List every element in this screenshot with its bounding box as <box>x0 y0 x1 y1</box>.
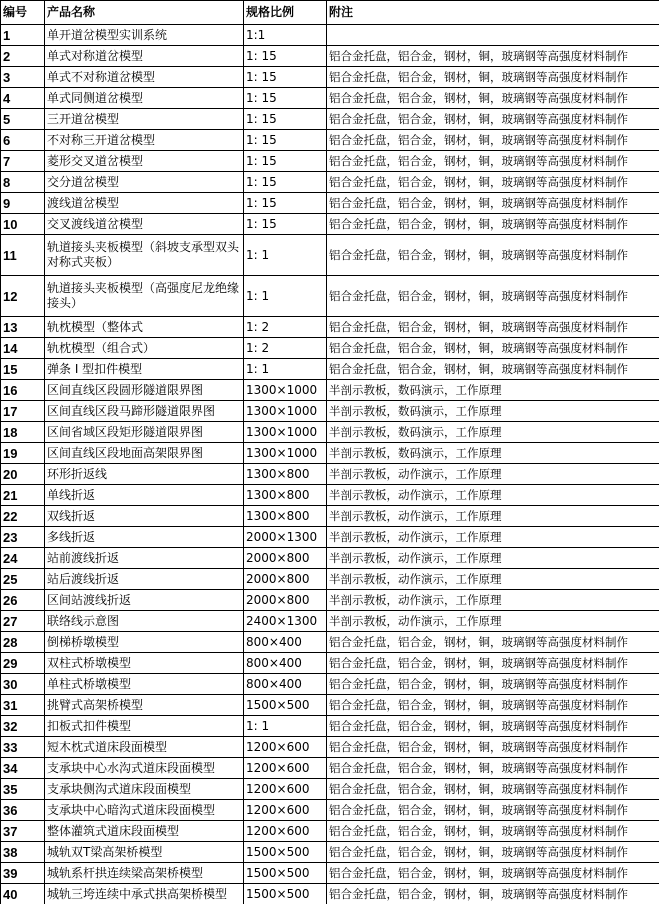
note-cell: 铝合金托盘，铝合金，钢材，铜，玻璃钢等高强度材料制作 <box>327 172 659 193</box>
table-row <box>1 527 659 548</box>
product-name-cell: 弹条 I 型扣件模型 <box>45 359 244 380</box>
product-name-cell: 不对称三开道岔模型 <box>45 130 244 151</box>
table-row <box>1 422 659 443</box>
table-row <box>1 25 659 46</box>
table-row <box>1 632 659 653</box>
table-row <box>1 506 659 527</box>
row-number-cell: 23 <box>1 527 45 548</box>
product-name-cell: 支承块侧沟式道床段面模型 <box>45 779 244 800</box>
table-row <box>1 611 659 632</box>
row-number-cell: 31 <box>1 695 45 716</box>
header-note: 附注 <box>327 1 659 25</box>
note-cell: 半剖示教板，数码演示，工作原理 <box>327 401 659 422</box>
note-cell: 半剖示教板，动作演示，工作原理 <box>327 548 659 569</box>
note-cell: 铝合金托盘，铝合金，钢材，铜，玻璃钢等高强度材料制作 <box>327 235 659 276</box>
product-name-cell: 交叉渡线道岔模型 <box>45 214 244 235</box>
scale-cell: 1300×800 <box>244 506 327 527</box>
note-cell: 铝合金托盘，铝合金，钢材，铜，玻璃钢等高强度材料制作 <box>327 653 659 674</box>
note-cell: 半剖示教板，数码演示，工作原理 <box>327 380 659 401</box>
row-number-cell: 19 <box>1 443 45 464</box>
product-name-cell: 渡线道岔模型 <box>45 193 244 214</box>
product-name-cell: 倒梯桥墩模型 <box>45 632 244 653</box>
note-cell: 铝合金托盘，铝合金，钢材，铜，玻璃钢等高强度材料制作 <box>327 821 659 842</box>
row-number-cell: 35 <box>1 779 45 800</box>
product-name-cell: 挑臂式高架桥模型 <box>45 695 244 716</box>
note-cell: 铝合金托盘，铝合金，钢材，铜，玻璃钢等高强度材料制作 <box>327 130 659 151</box>
note-cell <box>327 25 659 46</box>
note-cell: 铝合金托盘，铝合金，钢材，铜，玻璃钢等高强度材料制作 <box>327 46 659 67</box>
note-cell: 半剖示教板，动作演示，工作原理 <box>327 569 659 590</box>
scale-cell: 800×400 <box>244 674 327 695</box>
note-cell: 半剖示教板，动作演示，工作原理 <box>327 590 659 611</box>
product-name-cell: 支承块中心暗沟式道床段面模型 <box>45 800 244 821</box>
row-number-cell: 38 <box>1 842 45 863</box>
table-row <box>1 842 659 863</box>
row-number-cell: 2 <box>1 46 45 67</box>
table-row <box>1 695 659 716</box>
product-name-cell: 扣板式扣件模型 <box>45 716 244 737</box>
row-number-cell: 5 <box>1 109 45 130</box>
row-number-cell: 12 <box>1 276 45 317</box>
row-number-cell: 28 <box>1 632 45 653</box>
product-name-cell: 站前渡线折返 <box>45 548 244 569</box>
row-number-cell: 6 <box>1 130 45 151</box>
note-cell: 铝合金托盘，铝合金，钢材，铜，玻璃钢等高强度材料制作 <box>327 863 659 884</box>
table-row <box>1 359 659 380</box>
table-row <box>1 338 659 359</box>
header-product-name: 产品名称 <box>45 1 244 25</box>
table-row <box>1 821 659 842</box>
note-cell: 半剖示教板，数码演示，工作原理 <box>327 422 659 443</box>
row-number-cell: 30 <box>1 674 45 695</box>
product-name-cell: 双线折返 <box>45 506 244 527</box>
product-name-cell: 短木枕式道床段面模型 <box>45 737 244 758</box>
row-number-cell: 24 <box>1 548 45 569</box>
note-cell: 铝合金托盘，铝合金，钢材，铜，玻璃钢等高强度材料制作 <box>327 842 659 863</box>
note-cell: 铝合金托盘，铝合金，钢材，铜，玻璃钢等高强度材料制作 <box>327 779 659 800</box>
product-name-cell: 城轨双T梁高架桥模型 <box>45 842 244 863</box>
table-row <box>1 569 659 590</box>
scale-cell: 1200×600 <box>244 758 327 779</box>
note-cell: 半剖示教板，动作演示，工作原理 <box>327 527 659 548</box>
row-number-cell: 7 <box>1 151 45 172</box>
note-cell: 铝合金托盘，铝合金，钢材，铜，玻璃钢等高强度材料制作 <box>327 338 659 359</box>
scale-cell: 1500×500 <box>244 863 327 884</box>
table-row <box>1 443 659 464</box>
product-name-cell: 单式对称道岔模型 <box>45 46 244 67</box>
scale-cell: 2000×1300 <box>244 527 327 548</box>
product-name-cell: 多线折返 <box>45 527 244 548</box>
scale-cell: 1: 15 <box>244 88 327 109</box>
product-name-cell: 单线折返 <box>45 485 244 506</box>
row-number-cell: 40 <box>1 884 45 904</box>
note-cell: 铝合金托盘，铝合金，钢材，铜，玻璃钢等高强度材料制作 <box>327 67 659 88</box>
scale-cell: 2000×800 <box>244 548 327 569</box>
header-scale: 规格比例 <box>244 1 327 25</box>
table-row <box>1 88 659 109</box>
row-number-cell: 4 <box>1 88 45 109</box>
note-cell: 铝合金托盘，铝合金，钢材，铜，玻璃钢等高强度材料制作 <box>327 109 659 130</box>
row-number-cell: 16 <box>1 380 45 401</box>
product-name-cell: 轨道接头夹板模型（斜坡支承型双头对称式夹板） <box>45 235 244 276</box>
table-row <box>1 464 659 485</box>
note-cell: 铝合金托盘，铝合金，钢材，铜，玻璃钢等高强度材料制作 <box>327 632 659 653</box>
scale-cell: 1200×600 <box>244 737 327 758</box>
row-number-cell: 13 <box>1 317 45 338</box>
row-number-cell: 10 <box>1 214 45 235</box>
row-number-cell: 22 <box>1 506 45 527</box>
scale-cell: 1: 2 <box>244 338 327 359</box>
note-cell: 铝合金托盘，铝合金，钢材，铜，玻璃钢等高强度材料制作 <box>327 884 659 904</box>
scale-cell: 1200×600 <box>244 779 327 800</box>
scale-cell: 1: 15 <box>244 46 327 67</box>
table-row <box>1 884 659 904</box>
note-cell: 铝合金托盘，铝合金，钢材，铜，玻璃钢等高强度材料制作 <box>327 276 659 317</box>
note-cell: 铝合金托盘，铝合金，钢材，铜，玻璃钢等高强度材料制作 <box>327 151 659 172</box>
scale-cell: 1200×600 <box>244 821 327 842</box>
note-cell: 铝合金托盘，铝合金，钢材，铜，玻璃钢等高强度材料制作 <box>327 88 659 109</box>
note-cell: 半剖示教板，动作演示，工作原理 <box>327 485 659 506</box>
row-number-cell: 33 <box>1 737 45 758</box>
product-name-cell: 轨枕模型（组合式） <box>45 338 244 359</box>
product-name-cell: 三开道岔模型 <box>45 109 244 130</box>
table-row <box>1 590 659 611</box>
row-number-cell: 25 <box>1 569 45 590</box>
table-row <box>1 800 659 821</box>
header-row <box>1 1 659 25</box>
scale-cell: 2000×800 <box>244 590 327 611</box>
scale-cell: 1: 1 <box>244 276 327 317</box>
product-name-cell: 整体灌筑式道床段面模型 <box>45 821 244 842</box>
product-name-cell: 区间站渡线折返 <box>45 590 244 611</box>
row-number-cell: 14 <box>1 338 45 359</box>
product-name-cell: 轨道接头夹板模型（高强度尼龙绝缘接头） <box>45 276 244 317</box>
product-name-cell: 区间直线区段圆形隧道限界图 <box>45 380 244 401</box>
product-name-cell: 城轨三垮连续中承式拱高架桥模型 <box>45 884 244 904</box>
scale-cell: 1300×1000 <box>244 443 327 464</box>
note-cell: 半剖示教板，动作演示，工作原理 <box>327 464 659 485</box>
table-row <box>1 485 659 506</box>
product-name-cell: 双柱式桥墩模型 <box>45 653 244 674</box>
table-row <box>1 151 659 172</box>
table-row <box>1 758 659 779</box>
row-number-cell: 17 <box>1 401 45 422</box>
product-name-cell: 轨枕模型（整体式 <box>45 317 244 338</box>
scale-cell: 800×400 <box>244 632 327 653</box>
scale-cell: 1: 1 <box>244 716 327 737</box>
note-cell: 铝合金托盘，铝合金，钢材，铜，玻璃钢等高强度材料制作 <box>327 737 659 758</box>
product-name-cell: 区间省域区段矩形隧道限界图 <box>45 422 244 443</box>
table-row <box>1 674 659 695</box>
product-name-cell: 单式不对称道岔模型 <box>45 67 244 88</box>
table-row <box>1 653 659 674</box>
note-cell: 铝合金托盘，铝合金，钢材，铜，玻璃钢等高强度材料制作 <box>327 695 659 716</box>
row-number-cell: 29 <box>1 653 45 674</box>
table-row <box>1 67 659 88</box>
scale-cell: 1: 15 <box>244 109 327 130</box>
note-cell: 半剖示教板，数码演示，工作原理 <box>327 443 659 464</box>
product-name-cell: 区间直线区段地面高架限界图 <box>45 443 244 464</box>
product-name-cell: 单开道岔模型实训系统 <box>45 25 244 46</box>
table-row <box>1 716 659 737</box>
note-cell: 铝合金托盘，铝合金，钢材，铜，玻璃钢等高强度材料制作 <box>327 193 659 214</box>
row-number-cell: 8 <box>1 172 45 193</box>
table-row <box>1 863 659 884</box>
product-name-cell: 联络线示意图 <box>45 611 244 632</box>
product-name-cell: 交分道岔模型 <box>45 172 244 193</box>
scale-cell: 1200×600 <box>244 800 327 821</box>
product-name-cell: 支承块中心水沟式道床段面模型 <box>45 758 244 779</box>
row-number-cell: 18 <box>1 422 45 443</box>
scale-cell: 1300×800 <box>244 485 327 506</box>
row-number-cell: 1 <box>1 25 45 46</box>
row-number-cell: 36 <box>1 800 45 821</box>
row-number-cell: 3 <box>1 67 45 88</box>
scale-cell: 1500×500 <box>244 884 327 904</box>
scale-cell: 800×400 <box>244 653 327 674</box>
table-row <box>1 737 659 758</box>
row-number-cell: 26 <box>1 590 45 611</box>
product-name-cell: 单柱式桥墩模型 <box>45 674 244 695</box>
scale-cell: 1300×1000 <box>244 380 327 401</box>
table-row <box>1 548 659 569</box>
table-row <box>1 193 659 214</box>
note-cell: 半剖示教板，动作演示，工作原理 <box>327 611 659 632</box>
scale-cell: 1: 1 <box>244 235 327 276</box>
row-number-cell: 20 <box>1 464 45 485</box>
table-row <box>1 235 659 276</box>
note-cell: 铝合金托盘，铝合金，钢材，铜，玻璃钢等高强度材料制作 <box>327 214 659 235</box>
scale-cell: 1300×1000 <box>244 422 327 443</box>
note-cell: 铝合金托盘，铝合金，钢材，铜，玻璃钢等高强度材料制作 <box>327 716 659 737</box>
scale-cell: 1500×500 <box>244 695 327 716</box>
table-row <box>1 779 659 800</box>
product-name-cell: 城轨系杆拱连续梁高架桥模型 <box>45 863 244 884</box>
table-row <box>1 214 659 235</box>
row-number-cell: 34 <box>1 758 45 779</box>
scale-cell: 1: 15 <box>244 172 327 193</box>
table-row <box>1 380 659 401</box>
product-name-cell: 环形折返线 <box>45 464 244 485</box>
product-name-cell: 单式同侧道岔模型 <box>45 88 244 109</box>
note-cell: 铝合金托盘，铝合金，钢材，铜，玻璃钢等高强度材料制作 <box>327 800 659 821</box>
scale-cell: 1: 1 <box>244 359 327 380</box>
product-name-cell: 区间直线区段马蹄形隧道限界图 <box>45 401 244 422</box>
row-number-cell: 11 <box>1 235 45 276</box>
scale-cell: 1: 2 <box>244 317 327 338</box>
row-number-cell: 15 <box>1 359 45 380</box>
scale-cell: 1300×1000 <box>244 401 327 422</box>
header-number: 编号 <box>1 1 45 25</box>
note-cell: 铝合金托盘，铝合金，钢材，铜，玻璃钢等高强度材料制作 <box>327 674 659 695</box>
row-number-cell: 21 <box>1 485 45 506</box>
scale-cell: 1: 15 <box>244 130 327 151</box>
product-name-cell: 菱形交叉道岔模型 <box>45 151 244 172</box>
row-number-cell: 39 <box>1 863 45 884</box>
scale-cell: 1300×800 <box>244 464 327 485</box>
row-number-cell: 9 <box>1 193 45 214</box>
table-row <box>1 46 659 67</box>
table-row <box>1 317 659 338</box>
scale-cell: 2400×1300 <box>244 611 327 632</box>
note-cell: 铝合金托盘，铝合金，钢材，铜，玻璃钢等高强度材料制作 <box>327 758 659 779</box>
row-number-cell: 37 <box>1 821 45 842</box>
note-cell: 铝合金托盘，铝合金，钢材，铜，玻璃钢等高强度材料制作 <box>327 317 659 338</box>
row-number-cell: 27 <box>1 611 45 632</box>
scale-cell: 1: 15 <box>244 193 327 214</box>
scale-cell: 1:1 <box>244 25 327 46</box>
scale-cell: 1500×500 <box>244 842 327 863</box>
product-name-cell: 站后渡线折返 <box>45 569 244 590</box>
table-row <box>1 172 659 193</box>
row-number-cell: 32 <box>1 716 45 737</box>
scale-cell: 1: 15 <box>244 214 327 235</box>
table-body <box>1 25 659 904</box>
table-row <box>1 109 659 130</box>
table-row <box>1 401 659 422</box>
table-row <box>1 276 659 317</box>
table-row <box>1 130 659 151</box>
scale-cell: 2000×800 <box>244 569 327 590</box>
scale-cell: 1: 15 <box>244 67 327 88</box>
scale-cell: 1: 15 <box>244 151 327 172</box>
note-cell: 铝合金托盘，铝合金，钢材，铜，玻璃钢等高强度材料制作 <box>327 359 659 380</box>
note-cell: 半剖示教板，动作演示，工作原理 <box>327 506 659 527</box>
